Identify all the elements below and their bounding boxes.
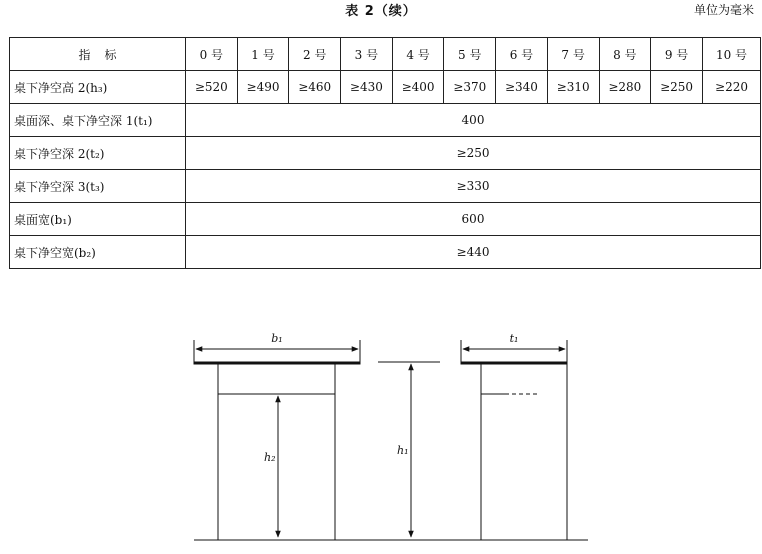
table-cell: ≥430 [341, 71, 393, 104]
row-label: 桌下净空深 3(t₃) [10, 170, 186, 203]
table-row [10, 203, 761, 236]
side-view-desk [461, 340, 567, 540]
table-cell: ≥340 [496, 71, 548, 104]
front-view-desk [194, 340, 360, 540]
size-header: 7 号 [547, 38, 599, 71]
desk-dimension-figure [0, 330, 762, 554]
table-cell: ≥220 [703, 71, 761, 104]
table-cell: ≥280 [599, 71, 651, 104]
table-cell: ≥370 [444, 71, 496, 104]
size-header: 8 号 [599, 38, 651, 71]
table-row [10, 137, 761, 170]
label-b1: b₁ [271, 332, 283, 345]
table-row [10, 71, 761, 104]
table-caption [0, 0, 762, 18]
header-label: 指标 [10, 38, 186, 71]
table-cell: ≥460 [289, 71, 341, 104]
size-header: 5 号 [444, 38, 496, 71]
row-label: 桌下净空深 2(t₂) [10, 137, 186, 170]
table-row [10, 170, 761, 203]
table-cell: ≥400 [392, 71, 444, 104]
label-t1: t₁ [509, 332, 519, 345]
size-header: 10 号 [703, 38, 761, 71]
table-cell: 400 [186, 104, 761, 137]
table-header-row [10, 38, 761, 71]
row-label: 桌下净空宽(b₂) [10, 236, 186, 269]
row-label: 桌面深、桌下净空深 1(t₁) [10, 104, 186, 137]
table-cell: ≥330 [186, 170, 761, 203]
table-cell: ≥520 [186, 71, 238, 104]
table-row [10, 104, 761, 137]
table-cell: ≥250 [651, 71, 703, 104]
table-title: 表 2（续） [345, 4, 417, 19]
label-h2: h₂ [264, 451, 276, 464]
table-cell: ≥310 [547, 71, 599, 104]
size-header: 6 号 [496, 38, 548, 71]
table-cell: ≥490 [237, 71, 289, 104]
label-h1: h₁ [397, 444, 409, 457]
spec-table [9, 37, 761, 269]
size-header: 2 号 [289, 38, 341, 71]
table-cell: ≥440 [186, 236, 761, 269]
height-dimension [378, 362, 440, 537]
table-cell: ≥250 [186, 137, 761, 170]
row-label: 桌面宽(b₁) [10, 203, 186, 236]
row-label: 桌下净空高 2(h₃) [10, 71, 186, 104]
size-header: 3 号 [341, 38, 393, 71]
size-header: 0 号 [186, 38, 238, 71]
size-header: 9 号 [651, 38, 703, 71]
size-header: 1 号 [237, 38, 289, 71]
table-row [10, 236, 761, 269]
size-header: 4 号 [392, 38, 444, 71]
unit-note: 单位为毫米 [693, 3, 754, 17]
table-cell: 600 [186, 203, 761, 236]
